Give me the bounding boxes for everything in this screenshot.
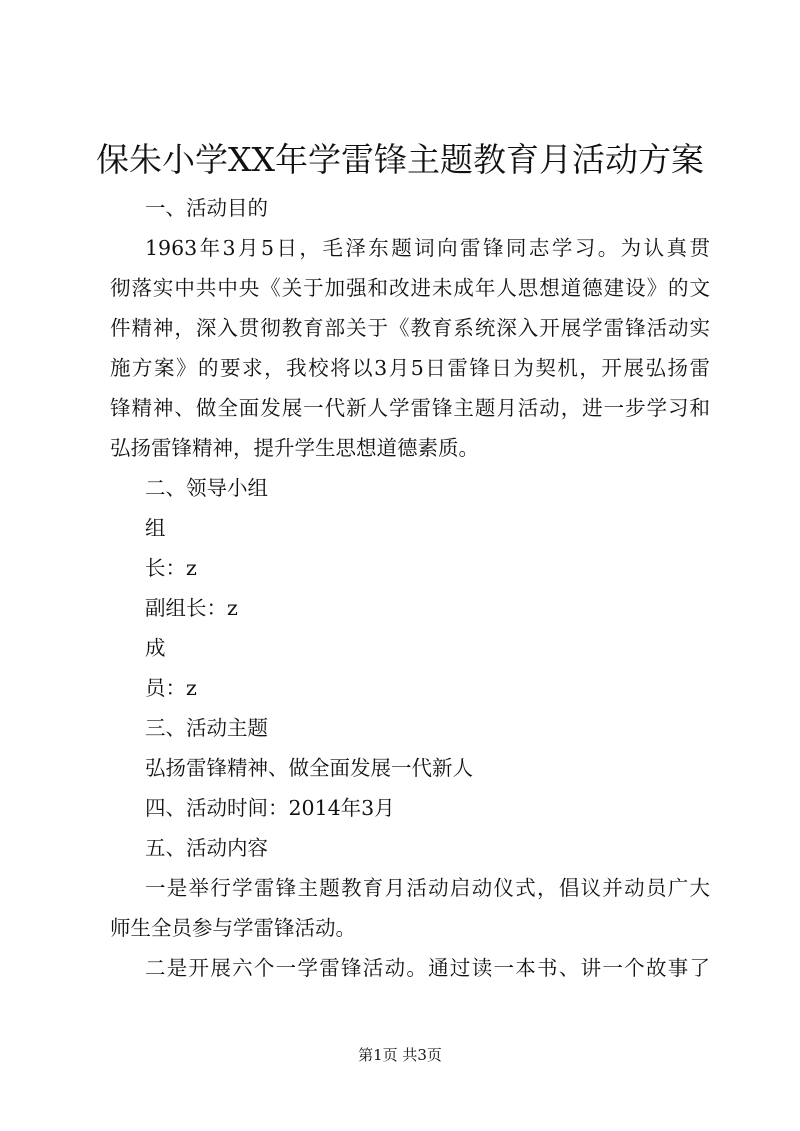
page-footer: 第1页 共3页 bbox=[358, 1046, 442, 1064]
section-heading: 五、活动内容 bbox=[145, 836, 268, 860]
paragraph-line: 1963年3月5日，毛泽东题词向雷锋同志学习。为认真贯 bbox=[145, 236, 710, 260]
paragraph-line: 施方案》的要求，我校将以3月5日雷锋日为契机，开展弘扬雷 bbox=[110, 356, 710, 380]
paragraph-line: 一是举行学雷锋主题教育月活动启动仪式，倡议并动员广大 bbox=[145, 876, 710, 900]
section-heading: 三、活动主题 bbox=[145, 716, 268, 740]
paragraph-line: 组 bbox=[145, 516, 166, 540]
paragraph-line: 成 bbox=[145, 636, 166, 660]
document-body bbox=[110, 188, 710, 988]
section-heading: 一、活动目的 bbox=[145, 196, 268, 220]
paragraph-line: 员：z bbox=[145, 676, 197, 700]
paragraph-line: 师生全员参与学雷锋活动。 bbox=[110, 916, 356, 940]
paragraph-line: 弘扬雷锋精神，提升学生思想道德素质。 bbox=[110, 436, 479, 460]
paragraph-line: 长：z bbox=[145, 556, 197, 580]
section-heading: 四、活动时间：2014年3月 bbox=[145, 796, 395, 820]
paragraph-line: 彻落实中共中央《关于加强和改进未成年人思想道德建设》的文 bbox=[110, 276, 710, 300]
paragraph-line: 二是开展六个一学雷锋活动。通过读一本书、讲一个故事了 bbox=[145, 956, 710, 980]
paragraph-line: 件精神，深入贯彻教育部关于《教育系统深入开展学雷锋活动实 bbox=[110, 316, 710, 340]
section-heading: 二、领导小组 bbox=[145, 476, 268, 500]
paragraph-line: 弘扬雷锋精神、做全面发展一代新人 bbox=[145, 756, 473, 780]
paragraph-line: 副组长：z bbox=[145, 596, 238, 620]
document-title: 保朱小学XX年学雷锋主题教育月活动方案 bbox=[96, 140, 704, 179]
paragraph-line: 锋精神、做全面发展一代新人学雷锋主题月活动，进一步学习和 bbox=[110, 396, 710, 420]
